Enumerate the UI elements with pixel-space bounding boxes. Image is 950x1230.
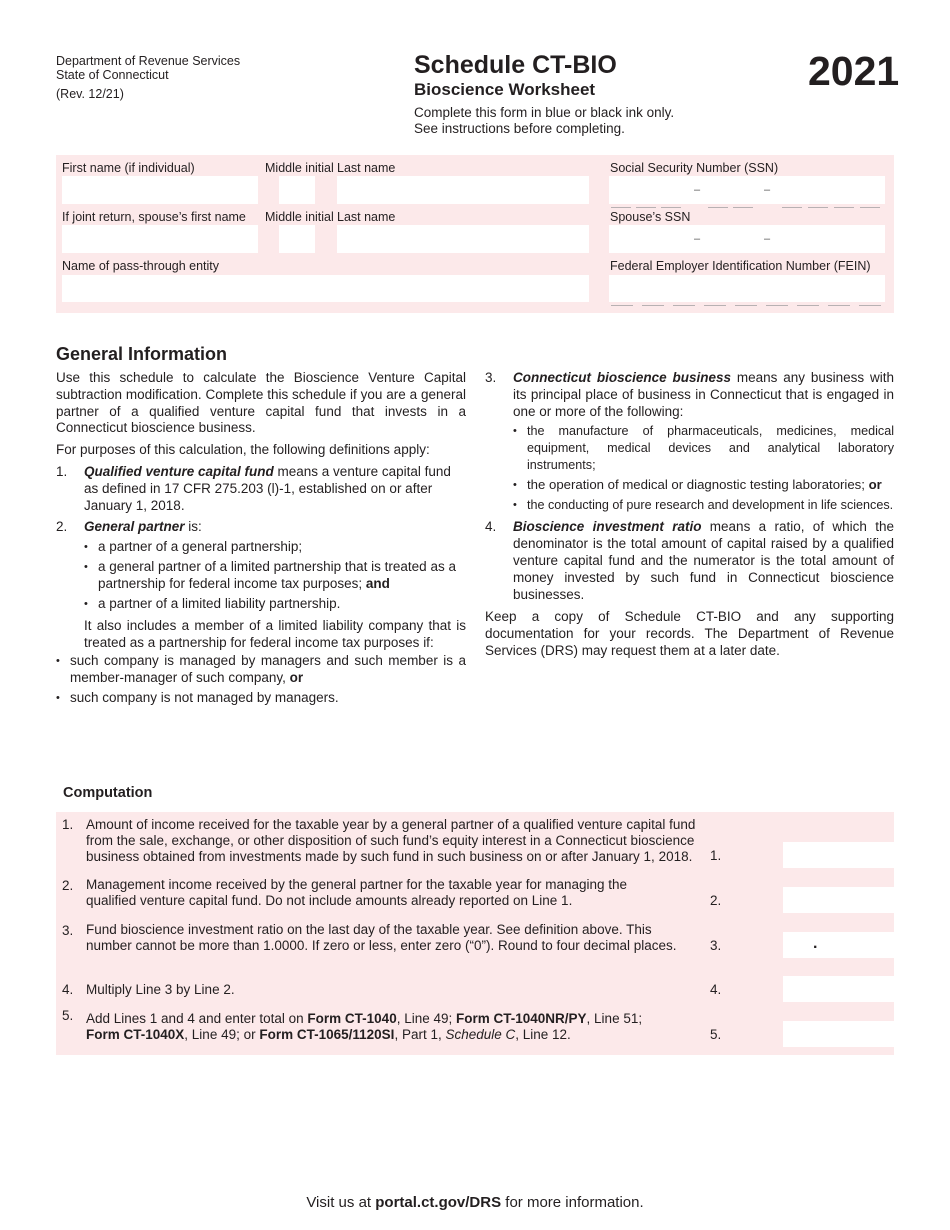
definition-text: means a venture capital fund as defined in 17 CFR 275.203 (l)-1, established on or after January 1, 2018.	[84, 463, 451, 513]
spouse-middle-initial-label: Middle initial	[265, 210, 334, 224]
line-3-ratio-field[interactable]	[783, 932, 940, 958]
definition-text: is:	[184, 519, 202, 535]
form-reference: Form CT-1040NR/PY	[456, 1011, 587, 1026]
spouse-ssn-label: Spouse’s SSN	[610, 210, 691, 224]
definition-term: Qualified venture capital fund	[84, 463, 274, 479]
instruction-ink: Complete this form in blue or black ink only.	[414, 105, 675, 120]
line-5-amount-field[interactable]	[783, 1021, 940, 1047]
line-1-number: 1.	[62, 817, 74, 832]
line-2-description	[86, 877, 627, 909]
list-item	[513, 477, 894, 494]
general-information-right-column	[485, 370, 894, 665]
list-item: • a partner of a limited liability partnership.	[84, 596, 466, 613]
line-text-part: , Line 49;	[396, 1011, 456, 1026]
list-item-emphasis: or	[289, 669, 304, 685]
ssn-digit-line	[782, 207, 802, 208]
fein-digit-line	[611, 305, 633, 306]
spouse-last-name-label: Last name	[337, 210, 396, 224]
fein-digit-line	[766, 305, 788, 306]
fein-digit-line	[797, 305, 819, 306]
footer-prefix: Visit us at	[306, 1194, 376, 1211]
list-item-text: a general partner of a limited partnership that is treated as a partnership for federal income tax purposes;	[98, 558, 456, 591]
line-text-part: , Part 1,	[394, 1026, 446, 1042]
form-reference: Form CT-1065/1120SI	[259, 1026, 395, 1042]
line-4-reference: 4.	[710, 982, 722, 997]
line-text: number cannot be more than 1.0000. If zero or less, enter zero (“0”). Round to four decimal places.	[86, 937, 677, 953]
fein-digit-line	[673, 305, 695, 306]
spouse-middle-initial-field[interactable]	[279, 225, 315, 253]
line-text	[86, 1011, 642, 1027]
line-3-number: 3.	[62, 923, 74, 938]
ssn-digit-line	[860, 207, 880, 208]
decimal-point: .	[813, 935, 818, 952]
form-title: Schedule CT-BIO	[414, 51, 617, 79]
line-2-reference: 2.	[710, 893, 722, 908]
list-item: • the conducting of pure research and development in life sciences.	[513, 497, 894, 514]
list-item: • a partner of a general partnership;	[84, 539, 466, 556]
ssn-separator: –	[764, 233, 771, 245]
line-2-number: 2.	[62, 878, 74, 893]
definition-number: 1.	[56, 463, 68, 479]
line-text: business obtained from investments made by such fund in such business on or after January 1, 2018.	[86, 848, 693, 864]
spouse-ssn-field[interactable]	[609, 225, 885, 253]
entity-name-field[interactable]	[62, 275, 589, 302]
form-subtitle: Bioscience Worksheet	[414, 80, 596, 99]
ssn-digit-line	[834, 207, 854, 208]
line-4-amount-field[interactable]	[783, 976, 940, 1002]
definition-number: 4.	[485, 519, 497, 535]
line-text-part: , Line 49; or	[184, 1026, 260, 1042]
ssn-field[interactable]	[609, 176, 885, 204]
line-1-description	[86, 817, 695, 864]
fein-label: Federal Employer Identification Number (FEIN)	[610, 259, 871, 273]
line-text: qualified venture capital fund. Do not include amounts already reported on Line 1.	[86, 892, 573, 908]
definition-text: means a ratio, of which the denominator is the total amount of capital raised by a qualified venture capital fund and the numerator is the total amount of money invested by such fund in Connecticut bioscience businesses.	[513, 519, 894, 602]
entity-name-label: Name of pass-through entity	[62, 259, 220, 273]
general-information-left-column	[56, 370, 466, 709]
fein-digit-line	[828, 305, 850, 306]
list-item: • such company is not managed by managers.	[56, 690, 466, 707]
general-information-heading: General Information	[56, 344, 228, 364]
revision-date: (Rev. 12/21)	[56, 87, 124, 101]
line-text: Amount of income received for the taxable year by a general partner of a qualified venture capital fund	[86, 817, 696, 832]
fein-digit-line	[704, 305, 726, 306]
line-text: from the sale, exchange, or other disposition of such fund’s equity interest in a Connecticut bioscience	[86, 832, 695, 848]
ssn-separator: –	[694, 184, 701, 196]
llc-paragraph: It also includes a member of a limited liability company that is treated as a partnership for federal income tax purposes if:	[84, 618, 466, 651]
computation-heading: Computation	[63, 785, 153, 801]
computation-section	[56, 812, 894, 1055]
ssn-separator: –	[764, 184, 771, 196]
spouse-first-name-field[interactable]	[62, 225, 258, 253]
form-reference: Form CT-1040	[307, 1011, 397, 1026]
ssn-digit-line	[636, 207, 656, 208]
definition-text: means any business with its principal place of business in Connecticut that is engaged in one or more of the following:	[513, 370, 894, 419]
list-item: • the manufacture of pharmaceuticals, medicines, medical equipment, medical devices and analytical laboratory instruments;	[513, 423, 894, 473]
last-name-field[interactable]	[337, 176, 589, 204]
line-text-part: , Line 51;	[586, 1011, 643, 1026]
line-2-amount-field[interactable]	[783, 887, 940, 913]
line-4-number: 4.	[62, 982, 74, 997]
fein-digit-line	[735, 305, 757, 306]
ssn-separator: –	[694, 233, 701, 245]
list-item-emphasis: and	[365, 575, 390, 591]
definition-1	[56, 464, 466, 514]
definition-term: Bioscience investment ratio	[513, 519, 702, 535]
line-3-description	[86, 922, 677, 954]
definition-3	[485, 370, 894, 513]
state-name: State of Connecticut	[56, 68, 169, 82]
definition-2	[56, 519, 466, 652]
line-4-description: Multiply Line 3 by Line 2.	[86, 982, 235, 997]
footer-link[interactable]: portal.ct.gov/DRS	[375, 1194, 502, 1211]
line-text: Management income received by the general partner for the taxable year for managing the	[86, 877, 628, 892]
line-3-reference: 3.	[710, 938, 722, 953]
line-5-number: 5.	[62, 1008, 74, 1023]
definition-term: Connecticut bioscience business	[513, 370, 732, 385]
definition-4	[485, 519, 894, 603]
instruction-see: See instructions before completing.	[414, 121, 625, 136]
definition-term: General partner	[84, 519, 185, 535]
fein-digit-line	[642, 305, 664, 306]
ssn-digit-line	[733, 207, 753, 208]
list-item-text: the operation of medical or diagnostic testing laboratories;	[527, 476, 869, 492]
line-text: Fund bioscience investment ratio on the last day of the taxable year. See definition above. This	[86, 922, 652, 937]
ssn-label: Social Security Number (SSN)	[610, 161, 779, 175]
first-name-label: First name (if individual)	[62, 161, 195, 175]
line-text-part: , Line 12.	[515, 1026, 571, 1042]
ssn-digit-line	[808, 207, 828, 208]
list-item-text: such company is managed by managers and such member is a member-manager of such company,	[70, 652, 466, 685]
line-5-reference: 5.	[710, 1027, 722, 1042]
middle-initial-field[interactable]	[279, 176, 315, 204]
line-text	[86, 1027, 642, 1043]
line-1-reference: 1.	[710, 848, 722, 863]
intro-paragraph: Use this schedule to calculate the Bioscience Venture Capital subtraction modification. Complete this schedule if you are a general partner of a qualified venture capital fund that invests in a Connecticut bioscience business.	[56, 370, 466, 436]
tax-year: 2021	[808, 48, 900, 94]
fein-field[interactable]	[609, 275, 885, 302]
department-block	[56, 54, 240, 101]
fein-digit-line	[859, 305, 881, 306]
line-text-part: Add Lines 1 and 4 and enter total on	[86, 1011, 308, 1026]
footer-note	[0, 1194, 950, 1212]
ssn-digit-line	[661, 207, 681, 208]
definition-number: 3.	[485, 370, 497, 385]
taxpayer-identification-section	[56, 155, 894, 313]
line-1-amount-field[interactable]	[783, 842, 940, 868]
form-instructions	[414, 105, 674, 137]
ssn-digit-line	[611, 207, 631, 208]
department-name: Department of Revenue Services	[56, 54, 241, 68]
last-name-label: Last name	[337, 161, 396, 175]
ssn-digit-line	[708, 207, 728, 208]
first-name-field[interactable]	[62, 176, 258, 204]
schedule-reference: Schedule C	[445, 1026, 516, 1042]
definition-number: 2.	[56, 519, 68, 535]
list-item-emphasis: or	[868, 476, 882, 492]
record-keeping-note: Keep a copy of Schedule CT-BIO and any supporting documentation for your records. The Department of Revenue Services (DRS) may request them at a later date.	[485, 609, 894, 658]
form-reference: Form CT-1040X	[86, 1026, 185, 1042]
spouse-last-name-field[interactable]	[337, 225, 589, 253]
spouse-first-name-label: If joint return, spouse’s first name	[62, 210, 246, 224]
line-5-description	[86, 1011, 642, 1043]
list-item	[56, 653, 466, 687]
list-item	[84, 559, 466, 593]
middle-initial-label: Middle initial	[265, 161, 334, 175]
definitions-intro: For purposes of this calculation, the following definitions apply:	[56, 442, 430, 458]
footer-suffix: for more information.	[501, 1194, 644, 1211]
